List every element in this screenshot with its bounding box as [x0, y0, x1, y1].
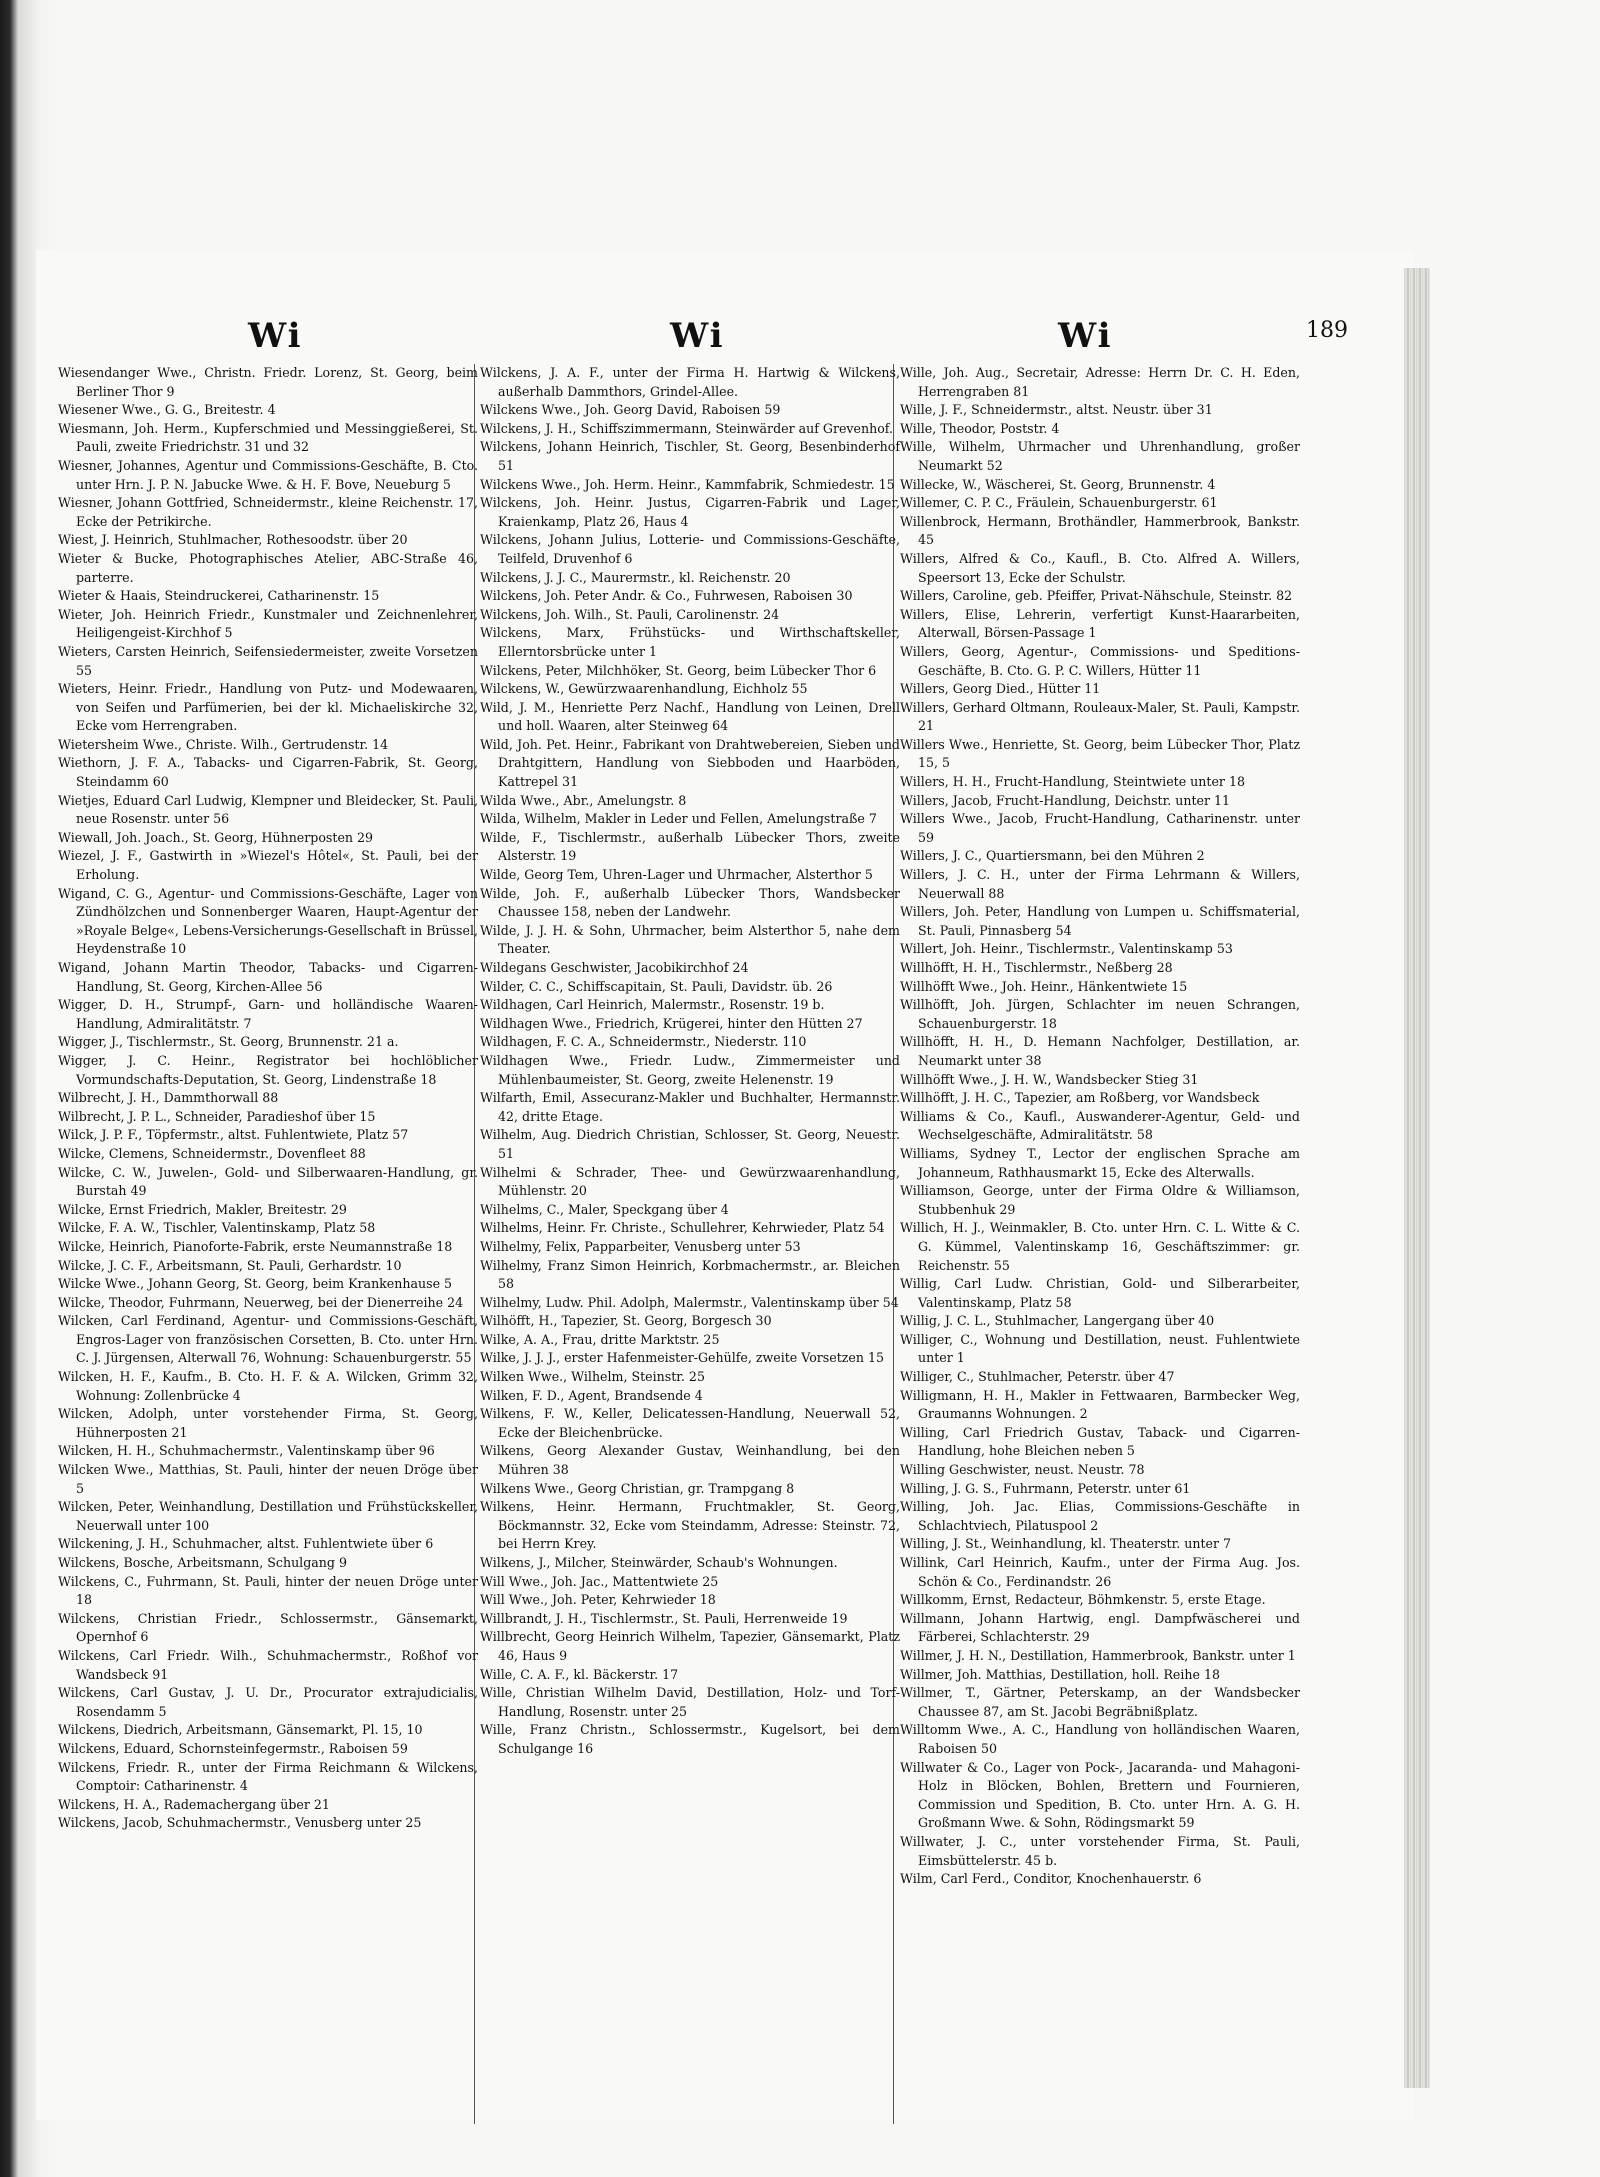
directory-entry: Wilbrecht, J. P. L., Schneider, Paradieshof über 15 [58, 1108, 376, 1124]
directory-entry: Williamson, George, unter der Firma Oldre & Williamson, Stubbenhuk 29 [900, 1183, 1300, 1217]
directory-entry: Wildhagen, F. C. A., Schneidermstr., Niederstr. 110 [480, 1034, 807, 1050]
directory-entry: Wilkens, J., Milcher, Steinwärder, Schaub's Wohnungen. [480, 1555, 838, 1570]
directory-entry: Will Wwe., Joh. Jac., Mattentwiete 25 [480, 1573, 719, 1589]
directory-entry: Willwater, J. C., unter vorstehender Firma, St. Pauli, Eimsbüttelerstr. 45 b. [900, 1833, 1300, 1868]
directory-entry: Wildhagen Wwe., Friedr. Ludw., Zimmermeister und Mühlenbaumeister, St. Georg, zweite Helenenstr. 19 [480, 1052, 900, 1087]
directory-entry: Wilkens, Heinr. Hermann, Fruchtmakler, St. Georg, Böckmannstr. 32, Ecke vom Steindamm, Adresse: Steinstr. 72, bei Herrn Krey. [480, 1499, 900, 1552]
directory-entry: Wille, Theodor, Poststr. 4 [900, 420, 1060, 436]
directory-entry: Willhöfft, H. H., Tischlermstr., Neßberg 28 [900, 960, 1173, 975]
directory-entry: Wiesener Wwe., G. G., Breitestr. 4 [58, 402, 276, 418]
page-number: 189 [1306, 318, 1348, 343]
directory-entry: Wille, Joh. Aug., Secretair, Adresse: Herrn Dr. C. H. Eden, Herrengraben 81 [900, 365, 1300, 399]
directory-entry: Wilckens, Peter, Milchhöker, St. Georg, beim Lübecker Thor 6 [480, 662, 877, 678]
directory-entry: Willich, H. J., Weinmakler, B. Cto. unter Hrn. C. L. Witte & C. G. Kümmel, Valentinskamp 16, Geschäftszimmer: gr. Reichenstr. 55 [900, 1220, 1300, 1273]
directory-entry: Wilkens Wwe., Georg Christian, gr. Trampgang 8 [480, 1480, 795, 1496]
directory-entry: Wilckens, Carl Gustav, J. U. Dr., Procurator extrajudicialis, Rosendamm 5 [58, 1685, 478, 1719]
directory-entry: Willwater & Co., Lager von Pock-, Jacaranda- und Mahagoni-Holz in Blöcken, Bohlen, Brettern und Fournieren, Commission und Spedition, B. Cto. unter Hrn. A. G. H. Großmann Wwe. & Sohn, Rödingsmarkt 59 [900, 1759, 1300, 1831]
directory-entry: Wilhelmy, Felix, Papparbeiter, Venusberg unter 53 [480, 1238, 801, 1254]
directory-entry: Willmer, Joh. Matthias, Destillation, holl. Reihe 18 [900, 1666, 1220, 1682]
directory-entry: Wilckens, Carl Friedr. Wilh., Schuhmachermstr., Roßhof vor Wandsbeck 91 [58, 1647, 478, 1682]
directory-entry: Wille, Franz Christn., Schlossermstr., Kugelsort, bei dem Schulgange 16 [480, 1722, 900, 1756]
directory-entry: Wilcke, Ernst Friedrich, Makler, Breitestr. 29 [58, 1201, 347, 1217]
directory-entry: Wigger, J., Tischlermstr., St. Georg, Brunnenstr. 21 a. [58, 1034, 399, 1050]
directory-entry: Wilken Wwe., Wilhelm, Steinstr. 25 [480, 1369, 705, 1385]
directory-entry: Wilcken, H. H., Schuhmachermstr., Valentinskamp über 96 [58, 1443, 435, 1459]
directory-entry: Willbrandt, J. H., Tischlermstr., St. Pauli, Herrenweide 19 [480, 1610, 848, 1626]
directory-entry: Wilckens, Jacob, Schuhmachermstr., Venusberg unter 25 [58, 1815, 422, 1831]
directory-entry: Wilcke, J. C. F., Arbeitsmann, St. Pauli, Gerhardstr. 10 [58, 1257, 402, 1273]
directory-entry: Wildegans Geschwister, Jacobikirchhof 24 [480, 960, 749, 975]
directory-entry: Wilfarth, Emil, Assecuranz-Makler und Buchhalter, Hermannstr. 42, dritte Etage. [480, 1090, 900, 1124]
directory-entry: Wigger, J. C. Heinr., Registrator bei hochlöblicher Vormundschafts-Deputation, St. Georg, Lindenstraße 18 [58, 1052, 478, 1087]
directory-entry: Wilckening, J. H., Schuhmacher, altst. Fuhlentwiete über 6 [58, 1536, 434, 1552]
directory-entry: Willers, Jacob, Frucht-Handlung, Deichstr. unter 11 [900, 792, 1231, 808]
directory-entry: Wilckens, W., Gewürzwaarenhandlung, Eichholz 55 [480, 681, 808, 697]
directory-entry: Wilckens Wwe., Joh. Georg David, Raboisen 59 [480, 402, 781, 418]
directory-entry: Willers, Joh. Peter, Handlung von Lumpen u. Schiffsmaterial, St. Pauli, Pinnasberg 54 [900, 904, 1300, 938]
directory-entry: Willecke, W., Wäscherei, St. Georg, Brunnenstr. 4 [900, 476, 1216, 492]
directory-entry: Wilckens, J. H., Schiffszimmermann, Steinwärder auf Grevenhof. [480, 420, 894, 436]
directory-entry: Wigger, D. H., Strumpf-, Garn- und holländische Waaren-Handlung, Admiralitätstr. 7 [58, 997, 478, 1031]
directory-entry: Wieters, Carsten Heinrich, Seifensiedermeister, zweite Vorsetzen 55 [58, 643, 478, 678]
directory-entry: Wilhelms, Heinr. Fr. Christe., Schullehrer, Kehrwieder, Platz 54 [480, 1220, 885, 1236]
directory-entry: Wilckens, H. A., Rademachergang über 21 [58, 1796, 330, 1812]
directory-entry: Wilcke Wwe., Johann Georg, St. Georg, beim Krankenhause 5 [58, 1276, 453, 1292]
directory-entry: Willers Wwe., Henriette, St. Georg, beim Lübecker Thor, Platz 15, 5 [900, 736, 1300, 771]
directory-entry: Will Wwe., Joh. Peter, Kehrwieder 18 [480, 1592, 716, 1608]
directory-entry: Wiewall, Joh. Joach., St. Georg, Hühnerposten 29 [58, 829, 374, 845]
directory-entry: Willhöfft, H. H., D. Hemann Nachfolger, Destillation, ar. Neumarkt unter 38 [900, 1034, 1300, 1068]
directory-entry: Willert, Joh. Heinr., Tischlermstr., Valentinskamp 53 [900, 941, 1233, 957]
directory-entry: Wilkens, Georg Alexander Gustav, Weinhandlung, bei den Mühren 38 [480, 1443, 900, 1478]
directory-entry: Wille, C. A. F., kl. Bäckerstr. 17 [480, 1666, 679, 1682]
directory-entry: Willink, Carl Heinrich, Kaufm., unter der Firma Aug. Jos. Schön & Co., Ferdinandstr. 26 [900, 1555, 1300, 1589]
directory-entry: Wilckens, Friedr. R., unter der Firma Reichmann & Wilckens, Comptoir: Catharinenstr. 4 [58, 1759, 478, 1794]
directory-entry: Wilck, J. P. F., Töpfermstr., altst. Fuhlentwiete, Platz 57 [58, 1127, 409, 1143]
directory-entry: Williams & Co., Kaufl., Auswanderer-Agentur, Geld- und Wechselgeschäfte, Admiralitätstr. 58 [900, 1108, 1300, 1143]
directory-entry: Wilde, Joh. F., außerhalb Lübecker Thors, Wandsbecker Chaussee 158, neben der Landwehr. [480, 885, 900, 920]
page-header [58, 316, 1398, 364]
directory-entry: Wilcken, Peter, Weinhandlung, Destillation und Frühstückskeller, Neuerwall unter 100 [58, 1499, 478, 1533]
directory-entry: Willers, J. C. H., unter der Firma Lehrmann & Willers, Neuerwall 88 [900, 867, 1300, 901]
directory-entry: Williger, C., Stuhlmacher, Peterstr. über 47 [900, 1369, 1175, 1385]
directory-entry: Wieter & Haais, Steindruckerei, Catharinenstr. 15 [58, 588, 380, 604]
directory-entry: Willmer, J. H. N., Destillation, Hammerbrook, Bankstr. unter 1 [900, 1647, 1296, 1663]
directory-entry: Willbrecht, Georg Heinrich Wilhelm, Tapezier, Gänsemarkt, Platz 46, Haus 9 [480, 1629, 900, 1663]
directory-entry: Wilhelmy, Franz Simon Heinrich, Korbmachermstr., ar. Bleichen 58 [480, 1257, 900, 1292]
directory-entry: Willmer, T., Gärtner, Peterskamp, an der Wandsbecker Chaussee 87, am St. Jacobi Begräbnißplatz. [900, 1685, 1300, 1719]
directory-entry: Wilda, Wilhelm, Makler in Leder und Fellen, Amelungstraße 7 [480, 811, 877, 827]
directory-entry: Willig, Carl Ludw. Christian, Gold- und Silberarbeiter, Valentinskamp, Platz 58 [900, 1276, 1300, 1310]
directory-entry: Willers, Gerhard Oltmann, Rouleaux-Maler, St. Pauli, Kampstr. 21 [900, 699, 1300, 734]
directory-entry: Wilde, Georg Tem, Uhren-Lager und Uhrmacher, Alsterthor 5 [480, 867, 873, 883]
page-edge [1404, 268, 1430, 2088]
directory-entry: Wille, J. F., Schneidermstr., altst. Neustr. über 31 [900, 402, 1213, 418]
directory-entry: Wilckens, Johann Heinrich, Tischler, St. Georg, Besenbinderhof 51 [480, 439, 900, 473]
directory-entry: Willers, Georg Died., Hütter 11 [900, 681, 1101, 697]
directory-entry: Wilckens, Joh. Heinr. Justus, Cigarren-Fabrik und Lager, Kraienkamp, Platz 26, Haus 4 [480, 495, 900, 529]
directory-entry: Wilda Wwe., Abr., Amelungstr. 8 [480, 792, 687, 808]
directory-entry: Wilckens, C., Fuhrmann, St. Pauli, hinter der neuen Dröge unter 18 [58, 1573, 478, 1608]
directory-entry: Wilhöfft, H., Tapezier, St. Georg, Borgesch 30 [480, 1313, 772, 1329]
directory-entry: Wilbrecht, J. H., Dammthorwall 88 [58, 1090, 279, 1106]
directory-entry: Wilde, F., Tischlermstr., außerhalb Lübecker Thors, zweite Alsterstr. 19 [480, 829, 900, 864]
directory-entry: Willers, Georg, Agentur-, Commissions- und Speditions-Geschäfte, B. Cto. G. P. C. Willers, Hütter 11 [900, 643, 1300, 678]
directory-entry: Wilkens, F. W., Keller, Delicatessen-Handlung, Neuerwall 52, Ecke der Bleichenbrücke. [480, 1406, 900, 1440]
directory-entry: Wilcke, Heinrich, Pianoforte-Fabrik, erste Neumannstraße 18 [58, 1238, 453, 1254]
directory-entry: Wilckens, J. A. F., unter der Firma H. Hartwig & Wilckens, außerhalb Dammthors, Grindel-Allee. [480, 365, 900, 399]
header-right: Wi [1058, 316, 1113, 356]
directory-entry: Willers, Caroline, geb. Pfeiffer, Privat-Nähschule, Steinstr. 82 [900, 588, 1293, 604]
directory-entry: Willenbrock, Hermann, Brothändler, Hammerbrook, Bankstr. 45 [900, 513, 1300, 548]
directory-entry: Wilckens, Diedrich, Arbeitsmann, Gänsemarkt, Pl. 15, 10 [58, 1722, 423, 1738]
directory-entry: Wilckens, Christian Friedr., Schlossermstr., Gänsemarkt, Opernhof 6 [58, 1610, 478, 1645]
header-middle: Wi [670, 316, 725, 356]
directory-entry: Wildhagen Wwe., Friedrich, Krügerei, hinter den Hütten 27 [480, 1015, 863, 1031]
directory-entry: Wiest, J. Heinrich, Stuhlmacher, Rothesoodstr. über 20 [58, 532, 408, 548]
directory-entry: Wilcken, H. F., Kaufm., B. Cto. H. F. & A. Wilcken, Grimm 32, Wohnung: Zollenbrücke 4 [58, 1369, 478, 1403]
directory-entry: Wigand, Johann Martin Theodor, Tabacks- und Cigarren-Handlung, St. Georg, Kirchen-Allee 56 [58, 960, 478, 994]
directory-entry: Willers, Elise, Lehrerin, verfertigt Kunst-Haararbeiten, Alterwall, Börsen-Passage 1 [900, 606, 1300, 641]
directory-entry: Williams, Sydney T., Lector der englischen Sprache am Johanneum, Rathhausmarkt 15, Ecke des Alterwalls. [900, 1145, 1300, 1180]
directory-entry: Wilckens, Johann Julius, Lotterie- und Commissions-Geschäfte, Teilfeld, Druvenhof 6 [480, 532, 900, 566]
directory-entry: Willers Wwe., Jacob, Frucht-Handlung, Catharinenstr. unter 59 [900, 811, 1300, 845]
directory-entry: Wiesner, Johannes, Agentur und Commissions-Geschäfte, B. Cto. unter Hrn. J. P. N. Jabucke Wwe. & H. F. Bove, Neueburg 5 [58, 457, 478, 492]
directory-entry: Willhöfft Wwe., J. H. W., Wandsbecker Stieg 31 [900, 1071, 1199, 1087]
header-left: Wi [248, 316, 303, 356]
directory-entry: Wilke, A. A., Frau, dritte Marktstr. 25 [480, 1331, 720, 1347]
directory-entry: Wilcke, Clemens, Schneidermstr., Dovenfleet 88 [58, 1145, 366, 1161]
directory-entry: Wilm, Carl Ferd., Conditor, Knochenhauerstr. 6 [900, 1871, 1202, 1887]
directory-entry: Wieter & Bucke, Photographisches Atelier, ABC-Straße 46, parterre. [58, 550, 478, 585]
directory-entry: Willkomm, Ernst, Redacteur, Böhmkenstr. 5, erste Etage. [900, 1592, 1266, 1608]
directory-entry: Willhöfft Wwe., Joh. Heinr., Hänkentwiete 15 [900, 978, 1188, 994]
directory-entry: Wieters, Heinr. Friedr., Handlung von Putz- und Modewaaren, von Seifen und Parfümerien, bei der kl. Michaeliskirche 32, Ecke vom Herrengraben. [58, 681, 478, 734]
directory-entry: Wilcke, C. W., Juwelen-, Gold- und Silberwaaren-Handlung, gr. Burstah 49 [58, 1164, 478, 1199]
directory-entry: Willig, J. C. L., Stuhlmacher, Langergang über 40 [900, 1313, 1215, 1329]
directory-entry: Willmann, Johann Hartwig, engl. Dampfwäscherei und Färberei, Schlachterstr. 29 [900, 1610, 1300, 1645]
directory-entry: Wigand, C. G., Agentur- und Commissions-Geschäfte, Lager von Zündhölzchen und Sonnenberger Waaren, Haupt-Agentur der »Royale Belge«, Lebens-Versicherungs-Gesellschaft in Brüssel, Heydenstraße 10 [58, 885, 478, 957]
directory-entry: Willigmann, H. H., Makler in Fettwaaren, Barmbecker Weg, Graumanns Wohnungen. 2 [900, 1387, 1300, 1422]
directory-entry: Willers, H. H., Frucht-Handlung, Steintwiete unter 18 [900, 774, 1245, 790]
directory-entry: Wilde, J. J. H. & Sohn, Uhrmacher, beim Alsterthor 5, nahe dem Theater. [480, 922, 900, 957]
directory-entry: Wilhelmy, Ludw. Phil. Adolph, Malermstr., Valentinskamp über 54 [480, 1294, 899, 1310]
column-left [58, 364, 478, 1833]
directory-entry: Wilhelmi & Schrader, Thee- und Gewürzwaarenhandlung, Mühlenstr. 20 [480, 1164, 900, 1199]
directory-entry: Wilckens, Bosche, Arbeitsmann, Schulgang 9 [58, 1555, 347, 1570]
directory-entry: Wilder, C. C., Schiffscapitain, St. Pauli, Davidstr. üb. 26 [480, 978, 833, 994]
directory-entry: Wieter, Joh. Heinrich Friedr., Kunstmaler und Zeichnenlehrer, Heiligengeist-Kirchhof 5 [58, 606, 478, 641]
directory-entry: Wietersheim Wwe., Christe. Wilh., Gertrudenstr. 14 [58, 736, 389, 752]
directory-entry: Willers, Alfred & Co., Kaufl., B. Cto. Alfred A. Willers, Speersort 13, Ecke der Schulstr. [900, 550, 1300, 585]
directory-entry: Wiezel, J. F., Gastwirth in »Wiezel's Hôtel«, St. Pauli, bei der Erholung. [58, 848, 478, 883]
directory-entry: Wiesner, Johann Gottfried, Schneidermstr., kleine Reichenstr. 17, Ecke der Petrikirche. [58, 495, 478, 529]
directory-entry: Wilckens Wwe., Joh. Herm. Heinr., Kammfabrik, Schmiedestr. 15 [480, 476, 895, 492]
directory-entry: Willemer, C. P. C., Fräulein, Schauenburgerstr. 61 [900, 495, 1218, 511]
directory-entry: Wildhagen, Carl Heinrich, Malermstr., Rosenstr. 19 b. [480, 997, 825, 1013]
directory-entry: Willers, J. C., Quartiersmann, bei den Mühren 2 [900, 848, 1205, 864]
directory-entry: Wild, Joh. Pet. Heinr., Fabrikant von Drahtwebereien, Sieben und Drahtgittern, Handlung von Siebboden und Haarböden, Kattrepel 31 [480, 736, 900, 790]
directory-entry: Wilckens, Joh. Wilh., St. Pauli, Carolinenstr. 24 [480, 606, 780, 622]
directory-entry: Wilken, F. D., Agent, Brandsende 4 [480, 1387, 703, 1403]
directory-entry: Wiethorn, J. F. A., Tabacks- und Cigarren-Fabrik, St. Georg, Steindamm 60 [58, 755, 478, 790]
directory-entry: Wiesendanger Wwe., Christn. Friedr. Lorenz, St. Georg, beim Berliner Thor 9 [58, 365, 478, 399]
directory-entry: Wille, Wilhelm, Uhrmacher und Uhrenhandlung, großer Neumarkt 52 [900, 439, 1300, 473]
directory-entry: Wilcke, F. A. W., Tischler, Valentinskamp, Platz 58 [58, 1220, 376, 1236]
directory-entry: Willing, Joh. Jac. Elias, Commissions-Geschäfte in Schlachtviech, Pilatuspool 2 [900, 1499, 1300, 1533]
directory-entry: Wietjes, Eduard Carl Ludwig, Klempner und Bleidecker, St. Pauli, neue Rosenstr. unter 56 [58, 792, 478, 827]
directory-entry: Wilcken, Carl Ferdinand, Agentur- und Commissions-Geschäft, Engros-Lager von französischen Corsetten, B. Cto. unter Hrn. C. J. Jürgensen, Alterwall 76, Wohnung: Schauenburgerstr. 55 [58, 1313, 478, 1366]
directory-entry: Willing Geschwister, neust. Neustr. 78 [900, 1462, 1145, 1478]
directory-entry: Wilcken, Adolph, unter vorstehender Firma, St. Georg, Hühnerposten 21 [58, 1406, 478, 1440]
directory-entry: Wilhelm, Aug. Diedrich Christian, Schlosser, St. Georg, Neuestr. 51 [480, 1127, 900, 1161]
directory-entry: Willtomm Wwe., A. C., Handlung von holländischen Waaren, Raboisen 50 [900, 1722, 1300, 1756]
directory-entry: Wilke, J. J. J., erster Hafenmeister-Gehülfe, zweite Vorsetzen 15 [480, 1350, 885, 1366]
directory-entry: Wild, J. M., Henriette Perz Nachf., Handlung von Leinen, Drell und holl. Waaren, alter Steinweg 64 [480, 699, 900, 734]
directory-entry: Wilhelms, C., Maler, Speckgang über 4 [480, 1201, 729, 1217]
directory-entry: Willing, Carl Friedrich Gustav, Taback- und Cigarren-Handlung, hohe Bleichen neben 5 [900, 1424, 1300, 1459]
column-right [900, 364, 1300, 1889]
directory-entry: Wilckens, Eduard, Schornsteinfegermstr., Raboisen 59 [58, 1740, 408, 1756]
directory-entry: Willing, J. G. S., Fuhrmann, Peterstr. unter 61 [900, 1480, 1191, 1496]
directory-entry: Wilckens, J. J. C., Maurermstr., kl. Reichenstr. 20 [480, 569, 791, 585]
directory-entry: Wilckens, Joh. Peter Andr. & Co., Fuhrwesen, Raboisen 30 [480, 588, 853, 604]
directory-entry: Wilcken Wwe., Matthias, St. Pauli, hinter der neuen Dröge über 5 [58, 1462, 478, 1496]
directory-entry: Wiesmann, Joh. Herm., Kupferschmied und Messinggießerei, St. Pauli, zweite Friedrichstr. 31 und 32 [58, 420, 478, 455]
directory-entry: Wilcke, Theodor, Fuhrmann, Neuerweg, bei der Dienerreihe 24 [58, 1294, 464, 1310]
directory-entry: Willhöfft, J. H. C., Tapezier, am Roßberg, vor Wandsbeck [900, 1090, 1260, 1106]
directory-entry: Wilckens, Marx, Frühstücks- und Wirthschaftskeller, Ellerntorsbrücke unter 1 [480, 625, 900, 659]
directory-entry: Willhöfft, Joh. Jürgen, Schlachter im neuen Schrangen, Schauenburgerstr. 18 [900, 997, 1300, 1031]
directory-entry: Wille, Christian Wilhelm David, Destillation, Holz- und Torf-Handlung, Rosenstr. unter 25 [480, 1685, 900, 1719]
column-middle [480, 364, 900, 1759]
directory-entry: Williger, C., Wohnung und Destillation, neust. Fuhlentwiete unter 1 [900, 1331, 1300, 1366]
directory-entry: Willing, J. St., Weinhandlung, kl. Theaterstr. unter 7 [900, 1536, 1232, 1552]
